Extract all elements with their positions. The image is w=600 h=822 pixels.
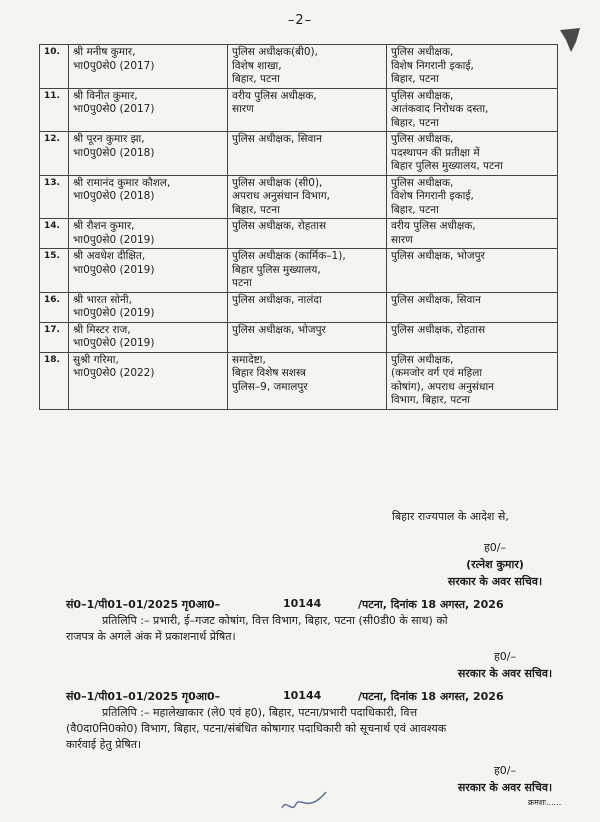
new-posting-cell: पुलिस अधीक्षक, भोजपुर [387,249,558,293]
memo-place-date: /पटना, दिनांक 18 अगस्त, 2026 [358,598,504,611]
memo-body-line: प्रतिलिपि :– महालेखाकार (ले0 एवं ह0), बिहार, पटना/प्रभारी पदाधिकारी, वित्त [102,706,418,719]
transfer-row [40,249,558,293]
current-posting-cell: समादेष्टा, बिहार विशेष सशस्त्र पुलिस–9, जमालपुर [228,352,387,409]
signature-mark: ह0/– [493,764,517,777]
current-posting-cell: पुलिस अधीक्षक(बी0), विशेष शाखा, बिहार, पटना [228,45,387,89]
serial-number-cell: 16. [40,292,69,322]
serial-number-cell: 18. [40,352,69,409]
signatory-designation: सरकार के अवर सचिव। [457,667,553,680]
current-posting-cell: पुलिस अधीक्षक, नालंदा [228,292,387,322]
officer-name-cell: श्री मनीष कुमार, भा0पु0से0 (2017) [69,45,228,89]
serial-number-cell: 10. [40,45,69,89]
signatory-designation: सरकार के अवर सचिव। [457,781,553,794]
signatory-name: (रत्नेश कुमार) [466,558,524,571]
serial-number-cell: 13. [40,175,69,219]
new-posting-cell: पुलिस अधीक्षक, (कमजोर वर्ग एवं महिला कोषांग), अपराध अनुसंधान विभाग, बिहार, पटना [387,352,558,409]
order-line: बिहार राज्यपाल के आदेश से, [392,510,509,523]
new-posting-cell: पुलिस अधीक्षक, विशेष निगरानी इकाई, बिहार, पटना [387,45,558,89]
memo-number: 10144 [283,689,322,702]
officer-name-cell: श्री पूरन कुमार झा, भा0पु0से0 (2018) [69,132,228,176]
signature-mark: ह0/– [483,541,507,554]
current-posting-cell: पुलिस अधीक्षक, भोजपुर [228,322,387,352]
officer-name-cell: श्री विनीत कुमार, भा0पु0से0 (2017) [69,88,228,132]
current-posting-cell: पुलिस अधीक्षक, सिवान [228,132,387,176]
memo-body-line: कार्रवाई हेतु प्रेषित। [66,738,142,751]
transfer-row [40,132,558,176]
transfer-row [40,175,558,219]
signatory-designation: सरकार के अवर सचिव। [447,575,543,588]
new-posting-cell: पुलिस अधीक्षक, सिवान [387,292,558,322]
handwritten-initial [278,788,330,820]
new-posting-cell: वरीय पुलिस अधीक्षक, सारण [387,219,558,249]
serial-number-cell: 14. [40,219,69,249]
transfer-table [39,44,558,410]
signature-mark: ह0/– [493,650,517,663]
current-posting-cell: पुलिस अधीक्षक (सी0), अपराध अनुसंधान विभाग, बिहार, पटना [228,175,387,219]
memo-place-date: /पटना, दिनांक 18 अगस्त, 2026 [358,690,504,703]
transfer-row [40,322,558,352]
memo-reference: सं0–1/पी01–01/2025 गृ0आ0– [66,690,221,703]
new-posting-cell: पुलिस अधीक्षक, पदस्थापन की प्रतीक्षा में बिहार पुलिस मुख्यालय, पटना [387,132,558,176]
officer-name-cell: श्री अवधेश दीक्षित, भा0पु0से0 (2019) [69,249,228,293]
memo-body-line: राजपत्र के अगले अंक में प्रकाशनार्थ प्रेषित। [66,630,236,643]
serial-number-cell: 15. [40,249,69,293]
signature-block-2 [430,648,580,682]
signature-block-3 [430,762,580,796]
new-posting-cell: पुलिस अधीक्षक, रोहतास [387,322,558,352]
serial-number-cell: 12. [40,132,69,176]
memo-number: 10144 [283,597,322,610]
transfer-row [40,352,558,409]
officer-name-cell: श्री मिस्टर राज, भा0पु0से0 (2019) [69,322,228,352]
corner-mark [558,26,582,54]
continued-note: क्रमशः...... [528,798,562,807]
memo-reference: सं0–1/पी01–01/2025 गृ0आ0– [66,598,221,611]
signature-block-1 [420,539,570,590]
transfer-row [40,292,558,322]
current-posting-cell: पुलिस अधीक्षक (कार्मिक–1), बिहार पुलिस मुख्यालय, पटना [228,249,387,293]
serial-number-cell: 11. [40,88,69,132]
serial-number-cell: 17. [40,322,69,352]
transfer-row [40,219,558,249]
current-posting-cell: पुलिस अधीक्षक, रोहतास [228,219,387,249]
officer-name-cell: श्री रामानंद कुमार कौशल, भा0पु0से0 (2018) [69,175,228,219]
current-posting-cell: वरीय पुलिस अधीक्षक, सारण [228,88,387,132]
page-number: –2– [287,13,313,28]
new-posting-cell: पुलिस अधीक्षक, विशेष निगरानी इकाई, बिहार, पटना [387,175,558,219]
new-posting-cell: पुलिस अधीक्षक, आतंकवाद निरोधक दस्ता, बिहार, पटना [387,88,558,132]
officer-name-cell: श्री रौशन कुमार, भा0पु0से0 (2019) [69,219,228,249]
memo-body-line: (वै0दा0नि0को0) विभाग, बिहार, पटना/संबंधित कोषागार पदाधिकारी को सूचनार्थ एवं आवश्यक [66,722,447,735]
transfer-row [40,88,558,132]
memo-body-line: प्रतिलिपि :– प्रभारी, ई–गजट कोषांग, वित्त विभाग, बिहार, पटना (सी0डी0 के साथ) को [102,614,448,627]
officer-name-cell: श्री भारत सोनी, भा0पु0से0 (2019) [69,292,228,322]
transfer-row [40,45,558,89]
officer-name-cell: सुश्री गरिमा, भा0पु0से0 (2022) [69,352,228,409]
